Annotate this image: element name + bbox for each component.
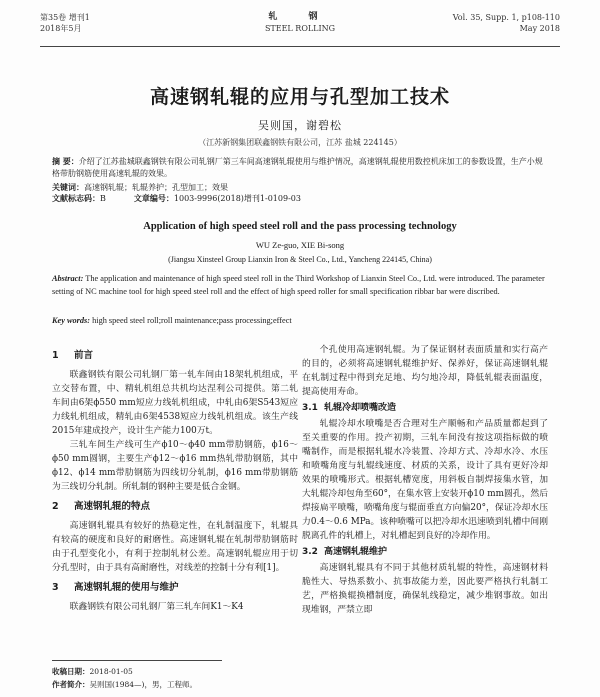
abstract-en-label: Abstract: — [52, 274, 84, 283]
section-2-heading — [52, 500, 298, 514]
section-3-heading — [52, 581, 298, 595]
section-3-para-1: 联鑫钢铁有限公司轧钢厂第三轧车间K1～K4 — [69, 602, 244, 612]
keywords-en-text: high speed steel roll;roll maintenance;pass processing;effect — [92, 316, 292, 325]
section-3-1-heading — [302, 401, 548, 415]
date-en: May 2018 — [519, 24, 560, 33]
english-authors: WU Ze-guo, XIE Bi-song — [255, 240, 345, 250]
paper-authors: 吴则国，谢碧松 — [258, 119, 342, 132]
keywords-cn-text: 高速钢轧辊；轧辊养护；孔型加工；效果 — [84, 183, 228, 192]
received-date-line — [52, 665, 222, 678]
section-2-number: 2 — [52, 501, 59, 512]
section-3-1-number: 3.1 — [302, 403, 318, 413]
header-rule — [40, 46, 560, 47]
section-2-para-1: 高速钢轧辊具有较好的热稳定性，在轧制温度下，轧辊具有较高的硬度和良好的耐磨性。高速钢轧辊在轧制带肋钢筋时由于孔型变化小，有利于控制轧材公差。高速钢轧辊应用于切分孔型时，由于具有高耐磨性，对线差的控制十分有利[1]。 — [52, 521, 298, 573]
journal-name-cn: 轧 钢 — [268, 12, 332, 22]
article-id-label: 文章编号： — [133, 194, 174, 203]
section-3-1-para-1: 轧辊冷却水喷嘴是否合理对生产顺畅和产品质量都起到了至关重要的作用。投产初期，三轧车间没有按这项指标做的喷嘴制作，而是根据轧辊水冷装置、冷却方式、冷却水冷、水压和喷嘴角度与轧辊线速度、材质的关系，设计了具有更好冷却效果的喷嘴形式。根据轧槽宽度，用斜板自制焊接集水管，加大轧辊冷却包角至60°，在集水管上安装开ϕ10 mm圆孔，然后焊接扁平喷嘴，喷嘴角度与辊面垂直方向偏20°，保证冷却水压力0.4～0.6 MPa。该种喷嘴可以把冷却水迅速喷到轧槽中间刚脱离孔件的轧槽上，对轧槽起到良好的冷却作用。 — [302, 419, 548, 541]
section-3-2-number: 3.2 — [302, 547, 318, 557]
clc-label: 文献标志码： — [52, 194, 100, 203]
section-3-2-para-1: 高速钢轧辊具有不同于其他材质轧辊的特性，高速钢材料脆性大、导热系数小、抗事故能力差，因此要严格执行轧制工艺，严格换辊换槽制度，确保轧线稳定，减少堆钢事故。如出现堆钢，严禁立即 — [302, 563, 548, 615]
section-1-heading — [52, 349, 298, 363]
volume-cn: 第35卷 增刊1 — [40, 13, 90, 22]
running-header — [40, 12, 560, 42]
received-label: 收稿日期： — [52, 667, 90, 676]
author-bio-line — [52, 678, 222, 691]
left-column — [52, 343, 298, 614]
classification — [52, 193, 548, 205]
abstract-en-text: The application and maintenance of high speed steel roll in the Third Workshop of Lianxin Steel Co., Ltd. were introduced. The parameter setting of NC machine tool for high speed steel roll and the effect of high speed roller for small specification ribbar bar were discribed. — [52, 274, 545, 296]
date-cn: 2018年5月 — [40, 24, 82, 33]
article-id: 1003-9996(2018)增刊1-0109-03 — [173, 194, 301, 203]
paper-title: 高速钢轧辊的应用与孔型加工技术 — [149, 86, 450, 108]
abstract-cn-text: 介绍了江苏盐城联鑫钢铁有限公司轧钢厂第三车间高速钢轧辊使用与维护情况，高速钢轧辊使用数控机床加工的参数设置，生产小规格带肋钢筋使用高速轧辊的效果。 — [52, 157, 543, 178]
english-affiliation: (Jiangsu Xinsteel Group Lianxin Iron & Steel Co., Ltd., Yancheng 224145, China) — [168, 255, 432, 264]
keywords-cn — [52, 182, 548, 194]
volume-en: Vol. 35, Supp. 1, p108-110 — [452, 13, 560, 22]
section-1-title: 前言 — [74, 350, 94, 361]
section-1-para-2: 三轧车间生产线可生产ϕ10～ϕ40 mm带肋钢筋，ϕ16～ϕ50 mm圆钢，主要生产ϕ12～ϕ16 mm热轧带肋钢筋，其中ϕ12、ϕ14 mm带肋钢筋为四线切分轧制，ϕ16 mm带肋钢筋为三线切分轧制。所轧制的钢种主要是低合金钢。 — [52, 440, 298, 492]
abstract-cn — [52, 156, 548, 179]
section-3-2-title: 高速钢轧辊维护 — [324, 547, 388, 557]
section-3-number: 3 — [52, 582, 59, 593]
keywords-en-label: Key words: — [52, 316, 91, 325]
footnote — [52, 660, 222, 691]
received-date: 2018-01-05 — [89, 667, 133, 676]
author-bio: 吴则国(1984—)，男，工程师。 — [89, 680, 197, 689]
keywords-en — [52, 315, 548, 327]
section-3-para-2: 个孔使用高速钢轧辊。为了保证钢材表面质量和实行高产的目的，必须将高速钢轧辊维护好、保养好，保证高速钢轧辊在轧制过程中得到充足地、均匀地冷却，降低轧辊表面温度，提高使用寿命。 — [302, 345, 548, 397]
keywords-cn-label: 关键词： — [52, 183, 84, 192]
section-1-para-1: 联鑫钢铁有限公司轧钢厂第一轧车间由18架轧机组成，平立交替布置，中、精轧机组总共机均达涅利公司提供。第二轧车间由6架ϕ550 mm短应力线轧机组成，中轧由6架S543短应力线轧机组成，精轧由6架4538短应力线轧机组成。该生产线2015年建成投产，设计生产能力100万t。 — [52, 370, 298, 436]
english-title: Application of high speed steel roll and the pass processing technology — [143, 221, 457, 232]
author-bio-label: 作者简介： — [52, 680, 90, 689]
paper-affiliation: （江苏新钢集团联鑫钢铁有限公司，江苏 盐城 224145） — [198, 138, 402, 147]
journal-name-en: STEEL ROLLING — [264, 24, 336, 33]
section-3-title: 高速钢轧辊的使用与维护 — [74, 582, 179, 593]
section-3-1-title: 轧辊冷却喷嘴改造 — [324, 403, 397, 413]
section-2-title: 高速钢轧辊的特点 — [74, 501, 151, 512]
right-column — [302, 343, 548, 617]
section-3-2-heading — [302, 545, 548, 559]
section-1-number: 1 — [52, 350, 59, 361]
abstract-en — [52, 272, 548, 298]
abstract-cn-label: 摘 要： — [52, 157, 79, 166]
clc-code: B — [100, 194, 106, 203]
